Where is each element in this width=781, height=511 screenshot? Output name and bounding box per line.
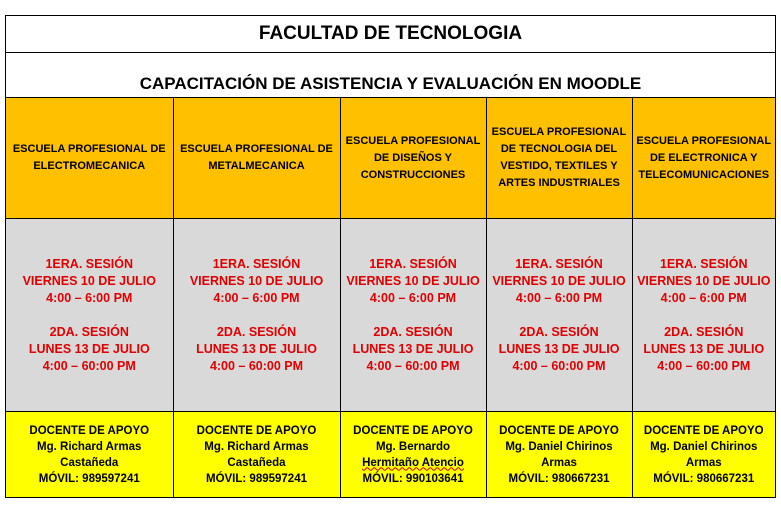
session-cell [486, 219, 632, 412]
session-cell [6, 219, 173, 412]
support-cell [340, 412, 486, 498]
support-phone: MÓVIL: 990103641 [362, 472, 464, 485]
support-cell [632, 412, 775, 498]
session-cell [632, 219, 775, 412]
support-label: DOCENTE DE APOYO [29, 424, 150, 437]
support-name: Mg. Daniel Chirinos Armas [505, 440, 613, 469]
session2-date: LUNES 13 DE JULIO [643, 341, 765, 356]
session2-date: LUNES 13 DE JULIO [196, 341, 317, 356]
support-phone: MÓVIL: 989597241 [38, 472, 140, 485]
support-cell [486, 412, 632, 498]
session2-label: 2DA. SESIÓN [216, 324, 297, 339]
school-header: ESCUELA PROFESIONAL DE ELECTROMECANICA [6, 98, 173, 219]
session2-date: LUNES 13 DE JULIO [352, 341, 474, 356]
session2-date: LUNES 13 DE JULIO [498, 341, 620, 356]
session1-time: 4:00 – 6:00 PM [369, 290, 457, 305]
session-cell [340, 219, 486, 412]
session1-date: VIERNES 10 DE JULIO [189, 273, 324, 288]
support-label: DOCENTE DE APOYO [499, 424, 619, 437]
support-name: Mg. Richard Armas Castañeda [37, 440, 142, 469]
school-header: ESCUELA PROFESIONAL DE TECNOLOGIA DEL VESTIDO, TEXTILES Y ARTES INDUSTRIALES [486, 98, 632, 219]
support-phone: MÓVIL: 980667231 [653, 472, 755, 485]
session2-time: 4:00 – 60:00 PM [42, 358, 136, 373]
support-name-line1: Mg. Bernardo [375, 440, 451, 453]
support-label: DOCENTE DE APOYO [643, 424, 764, 437]
session1-label: 1ERA. SESIÓN [515, 256, 603, 271]
support-label: DOCENTE DE APOYO [353, 424, 473, 437]
session2-time: 4:00 – 60:00 PM [512, 358, 606, 373]
session2-label: 2DA. SESIÓN [373, 324, 453, 339]
support-cell [6, 412, 173, 498]
support-row [6, 412, 775, 498]
session1-label: 1ERA. SESIÓN [212, 256, 301, 271]
support-name: Mg. Richard Armas Castañeda [204, 440, 309, 469]
support-name-line2: Hermitaño Atencio [362, 456, 464, 469]
school-header-row [6, 98, 775, 219]
session1-time: 4:00 – 6:00 PM [213, 290, 300, 305]
support-phone: MÓVIL: 989597241 [205, 472, 307, 485]
school-header: ESCUELA PROFESIONAL DE METALMECANICA [173, 98, 340, 219]
session2-time: 4:00 – 60:00 PM [209, 358, 304, 373]
support-name: Mg. Daniel Chirinos Armas [650, 440, 758, 469]
session2-label: 2DA. SESIÓN [664, 324, 744, 339]
session2-time: 4:00 – 60:00 PM [366, 358, 460, 373]
schedule-table [6, 98, 775, 497]
page-title: FACULTAD DE TECNOLOGIA [6, 16, 775, 53]
support-label: DOCENTE DE APOYO [196, 424, 317, 437]
session1-date: VIERNES 10 DE JULIO [346, 273, 480, 288]
session1-time: 4:00 – 6:00 PM [515, 290, 603, 305]
session1-time: 4:00 – 6:00 PM [46, 290, 133, 305]
session1-label: 1ERA. SESIÓN [45, 256, 134, 271]
session1-date: VIERNES 10 DE JULIO [22, 273, 156, 288]
session2-label: 2DA. SESIÓN [49, 324, 129, 339]
support-phone: MÓVIL: 980667231 [508, 472, 610, 485]
session-row [6, 219, 775, 412]
page-subtitle: CAPACITACIÓN DE ASISTENCIA Y EVALUACIÓN EN MOODLE [6, 53, 775, 98]
school-header: ESCUELA PROFESIONAL DE DISEÑOS Y CONSTRUCCIONES [340, 98, 486, 219]
session1-date: VIERNES 10 DE JULIO [492, 273, 626, 288]
session1-label: 1ERA. SESIÓN [659, 256, 748, 271]
session2-label: 2DA. SESIÓN [519, 324, 599, 339]
support-cell [173, 412, 340, 498]
schedule-sheet [5, 15, 776, 498]
session2-time: 4:00 – 60:00 PM [657, 358, 751, 373]
session1-date: VIERNES 10 DE JULIO [637, 273, 771, 288]
session2-date: LUNES 13 DE JULIO [28, 341, 150, 356]
session1-time: 4:00 – 6:00 PM [660, 290, 747, 305]
session1-label: 1ERA. SESIÓN [369, 256, 457, 271]
school-header: ESCUELA PROFESIONAL DE ELECTRONICA Y TELECOMUNICACIONES [632, 98, 775, 219]
session-cell [173, 219, 340, 412]
